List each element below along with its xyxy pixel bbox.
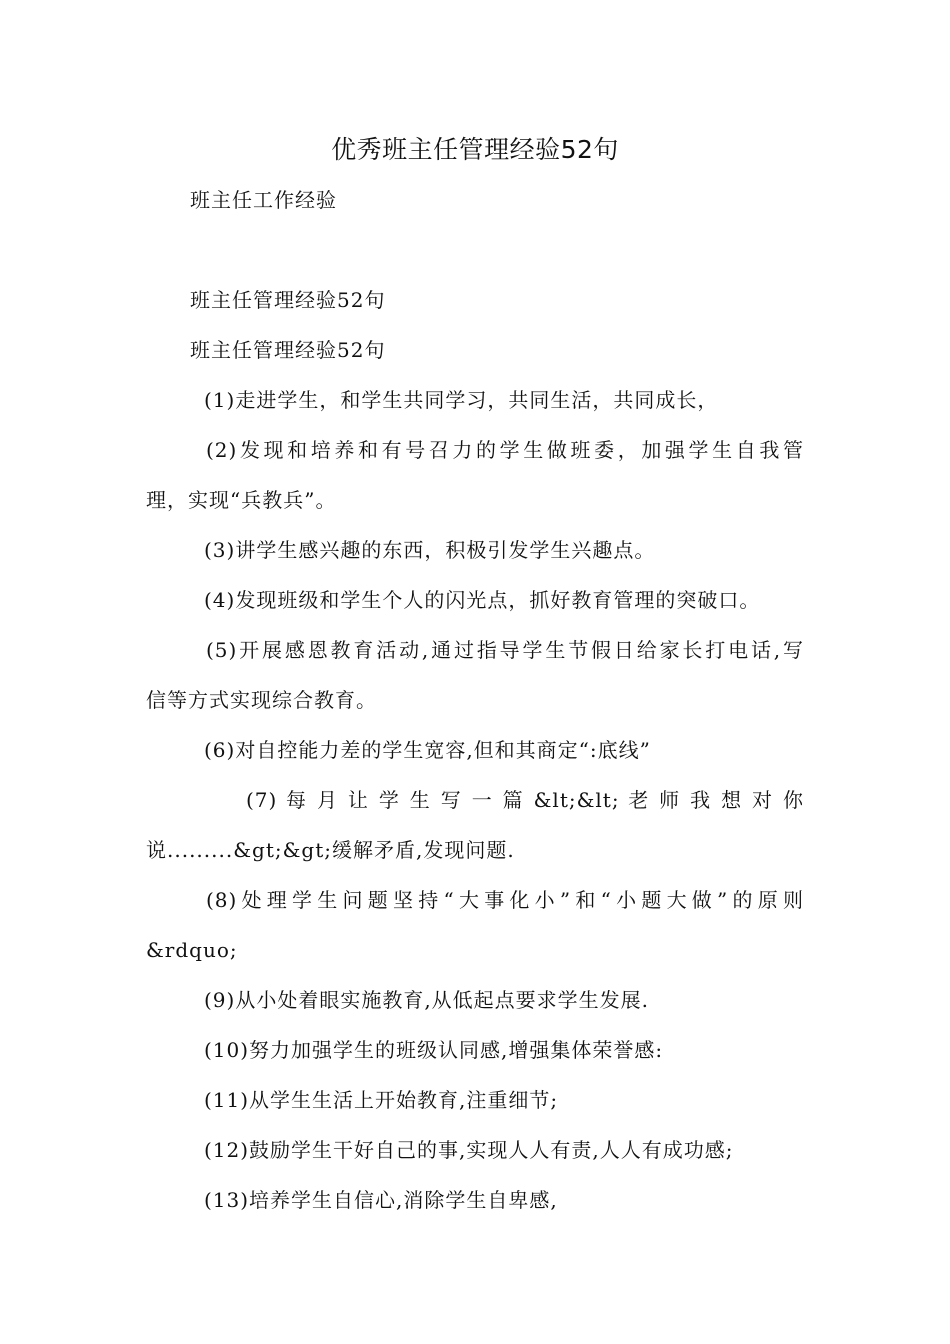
heading-1: 班主任管理经验52句	[190, 288, 386, 312]
item-11: (11)从学生生活上开始教育,注重细节;	[204, 1088, 559, 1112]
item-7-line-1: (7) 每 月 让 学 生 写 一 篇 &lt;&lt; 老 师 我 想 对 你	[246, 788, 804, 812]
item-8-line-2: &rdquo;	[146, 938, 238, 962]
item-1: (1)走进学生，和学生共同学习，共同生活，共同成长，	[204, 388, 719, 412]
item-8-line-1: (8)处理学生问题坚持“大事化小”和“小题大做”的原则	[206, 888, 804, 912]
item-9: (9)从小处着眼实施教育,从低起点要求学生发展.	[204, 988, 650, 1012]
item-12: (12)鼓励学生干好自己的事,实现人人有责,人人有成功感;	[204, 1138, 734, 1162]
item-5-line-2: 信等方式实现综合教育。	[146, 688, 377, 712]
item-2-line-2: 理，实现“兵教兵”。	[146, 488, 337, 512]
subtitle: 班主任工作经验	[190, 188, 337, 212]
item-3: (3)讲学生感兴趣的东西，积极引发学生兴趣点。	[204, 538, 656, 562]
item-6: (6)对自控能力差的学生宽容,但和其商定“:底线”	[204, 738, 651, 762]
heading-2: 班主任管理经验52句	[190, 338, 386, 362]
item-4: (4)发现班级和学生个人的闪光点，抓好教育管理的突破口。	[204, 588, 761, 612]
item-10: (10)努力加强学生的班级认同感,增强集体荣誉感:	[204, 1038, 664, 1062]
document-title: 优秀班主任管理经验52句	[331, 135, 619, 164]
item-2-line-1: (2)发现和培养和有号召力的学生做班委，加强学生自我管	[206, 438, 804, 462]
item-7-line-2: 说.........&gt;&gt;缓解矛盾,发现问题.	[146, 838, 515, 862]
item-5-line-1: (5)开展感恩教育活动,通过指导学生节假日给家长打电话,写	[206, 638, 804, 662]
item-13: (13)培养学生自信心,消除学生自卑感,	[204, 1188, 558, 1212]
